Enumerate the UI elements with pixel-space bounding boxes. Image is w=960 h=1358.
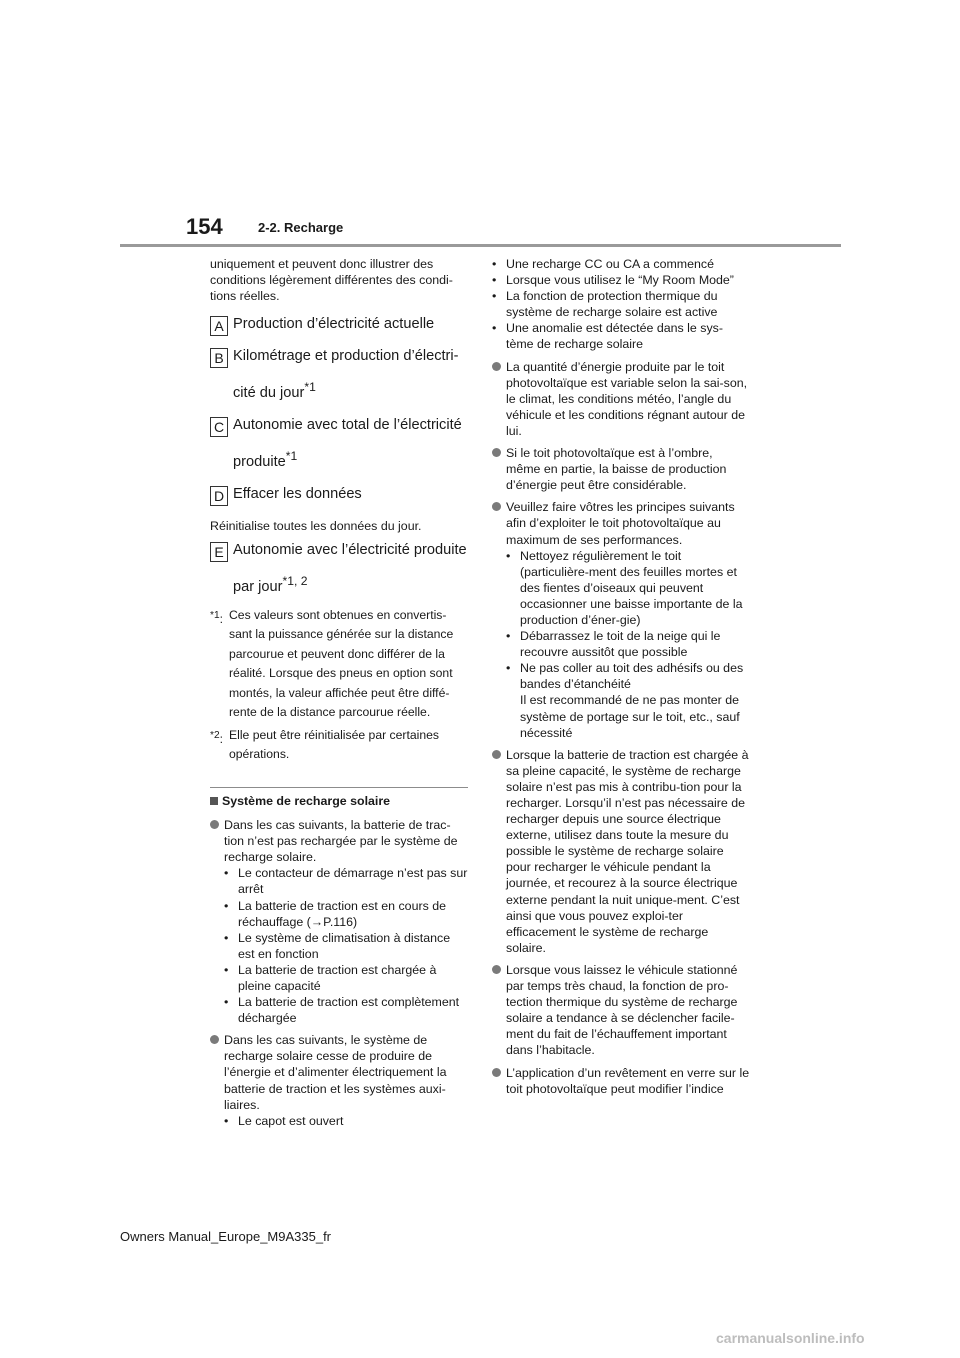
footnote-ref: *1 <box>285 449 298 464</box>
key-letter: A <box>210 316 228 336</box>
subheading <box>210 793 468 809</box>
label-a <box>210 314 468 340</box>
bullet-mark: • <box>224 962 229 977</box>
section-title: 2-2. Recharge <box>258 220 344 235</box>
bullet-block <box>492 747 750 956</box>
list-item: • Débarrassez le toit de la neige qui le recouvre aussitôt que possible <box>506 629 721 660</box>
key-letter: E <box>210 542 228 562</box>
list-item: • La batterie de traction est complètement déchargée <box>224 995 460 1026</box>
bullet-text: Si le toit photovoltaïque est à l’ombre, même en partie, la baisse de production d’énergie peut être considérable. <box>506 446 727 493</box>
bullet-text: Lorsque vous laissez le véhicule stationné par temps très chaud, la fonction de pro-tection thermique du système de recharge solaire a tendance à se déclencher facile-ment du fait de l’échauffement important dans l’habitacle. <box>506 962 738 1058</box>
bullet-mark: • <box>506 548 511 563</box>
bullet-block <box>492 445 750 493</box>
bullet-text: La quantité d’énergie produite par le toit photovoltaïque est variable selon la sai-son, le climat, les conditions météo, l’angle du véhicule et les conditions régnant autour de lui. <box>506 359 748 438</box>
footnote-ref: *1, 2 <box>282 574 308 589</box>
list-item: • La fonction de protection thermique du système de recharge solaire est active <box>492 289 718 320</box>
bullet-text: Lorsque la batterie de traction est chargée à sa pleine capacité, le système de recharge solaire n’est pas mis à contribu-tion pour la recharger. Lorsqu’il n’est pas nécessaire de recharger depuis une source électrique externe, utilisez dans toute la mesure du possible le système de recharge solaire pour recharger le véhicule pendant la journée, et recourez à la source électrique externe pendant la nuit unique-ment. C’est ainsi que vous pouvez exploi-ter efficacement le système de recharge solaire. <box>506 747 749 955</box>
key-letter: C <box>210 417 228 437</box>
bullet-mark: • <box>492 257 497 271</box>
list-item: • Ne pas coller au toit des adhésifs ou des bandes d’étanchéité <box>506 661 744 692</box>
bullet-mark: • <box>492 321 497 336</box>
bullet-block <box>210 1032 468 1129</box>
label-e <box>210 540 468 603</box>
key-letter: B <box>210 348 228 368</box>
footnote-ref: *1 <box>304 380 316 395</box>
label-c <box>210 415 468 478</box>
list-item: • La batterie de traction est chargée à pleine capacité <box>224 962 437 993</box>
round-bullet-icon <box>492 1068 501 1077</box>
footnote-colon: : <box>219 612 223 627</box>
list-item: • Le contacteur de démarrage n’est pas sur arrêt <box>224 866 468 897</box>
list-item: • La batterie de traction est en cours de réchauffage (→P.116) <box>224 898 447 929</box>
bullet-text: Dans les cas suivants, la batterie de trac-tion n’est pas rechargée par le système de recharge solaire. <box>224 818 458 865</box>
footnote-mark: *2 <box>210 729 220 741</box>
list-item: • Lorsque vous utilisez le “My Room Mode” <box>492 273 734 288</box>
label-text: Kilométrage et production d’électri-cité du jour <box>233 348 459 402</box>
round-bullet-icon <box>492 448 501 457</box>
header-divider <box>120 244 841 247</box>
bullet-mark: • <box>224 930 229 945</box>
right-column <box>492 256 750 1103</box>
bullet-text: Dans les cas suivants, le système de recharge solaire cesse de produire de l’énergie et d’alimenter électriquement la batterie de traction et les systèmes auxi-liaires. <box>224 1033 447 1112</box>
list-item: • Une anomalie est détectée dans le sys-tème de recharge solaire <box>492 321 723 352</box>
bullet-mark: • <box>224 995 229 1010</box>
bullet-mark: • <box>492 273 497 288</box>
bullet-mark: • <box>506 629 511 644</box>
label-d <box>210 484 468 510</box>
footnote-2 <box>210 726 468 765</box>
bullet-mark: • <box>224 898 229 913</box>
bullet-text: Veuillez faire vôtres les principes suivants afin d’exploiter le toit photovoltaïque au maximum de ses performances. <box>506 500 735 547</box>
bullet-block <box>492 962 750 1059</box>
footer-text: Owners Manual_Europe_M9A335_fr <box>120 1229 332 1244</box>
list-item: • Le capot est ouvert <box>224 1113 344 1128</box>
bullet-block <box>492 1065 750 1097</box>
bullet-mark: • <box>224 1113 229 1128</box>
bullet-block <box>492 499 750 740</box>
square-bullet-icon <box>210 797 218 805</box>
footnote-text: Elle peut être réinitialisée par certaines opérations. <box>229 727 440 762</box>
bullet-mark: • <box>224 866 229 881</box>
list-item: • Nettoyez régulièrement le toit (particulière-ment des feuilles mortes et des fientes d’oiseaux qui peuvent occasionner une baisse importante de la production d’éner-gie) <box>506 548 743 627</box>
intro-text: uniquement et peuvent donc illustrer des conditions légèrement différentes des condi-tions réelles. <box>210 257 453 304</box>
footnote-colon: : <box>219 732 223 747</box>
footnote-text: Ces valeurs sont obtenues en convertis-sant la puissance générée sur la distance parcourue et peuvent donc différer de la réalité. Lorsque des pneus en option sont montés, la valeur affichée peut être diffé-rente de la distance parcourue réelle. <box>229 607 454 720</box>
round-bullet-icon <box>210 820 219 829</box>
label-text: Autonomie avec total de l’électricité produite <box>233 417 462 470</box>
round-bullet-icon <box>492 965 501 974</box>
label-d-note: Réinitialise toutes les données du jour. <box>210 519 422 533</box>
subheading-text: Système de recharge solaire <box>222 793 391 808</box>
bullet-mark: • <box>506 661 511 676</box>
section-divider <box>210 787 468 788</box>
label-b <box>210 346 468 409</box>
left-column <box>210 256 468 1135</box>
key-letter: D <box>210 486 228 506</box>
round-bullet-icon <box>492 502 501 511</box>
round-bullet-icon <box>492 750 501 759</box>
label-text: Effacer les données <box>233 486 362 502</box>
round-bullet-icon <box>492 362 501 371</box>
watermark: carmanualsonline.info <box>716 1330 865 1346</box>
label-text: Autonomie avec l’électricité produite par jour <box>233 542 467 595</box>
bullet-mark: • <box>492 289 497 304</box>
round-bullet-icon <box>210 1035 219 1044</box>
list-item: • Le système de climatisation à distance est en fonction <box>224 930 451 961</box>
footnote-1 <box>210 606 468 723</box>
bullet-block <box>210 817 468 1026</box>
continued-list <box>492 256 750 353</box>
bullet-block <box>492 359 750 439</box>
list-item: • Une recharge CC ou CA a commencé <box>492 257 714 271</box>
footnote-mark: *1 <box>210 609 220 621</box>
bullet-after-text: Il est recommandé de ne pas monter de système de portage sur le toit, etc., sauf nécessité <box>520 693 740 740</box>
page-number: 154 <box>186 214 223 239</box>
bullet-text: L’application d’un revêtement en verre sur le toit photovoltaïque peut modifier l’indice <box>506 1065 750 1096</box>
label-text: Production d’électricité actuelle <box>233 316 435 333</box>
